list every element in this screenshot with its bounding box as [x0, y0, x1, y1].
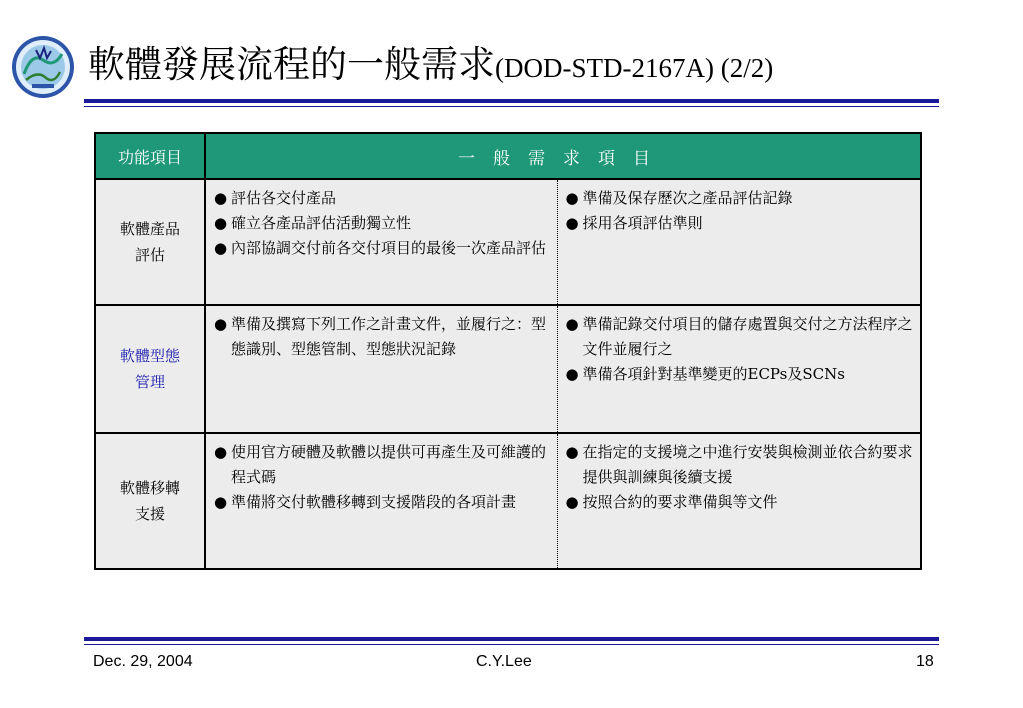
bullet-icon: ●: [565, 493, 579, 511]
list-item: ● 準備記錄交付項目的儲存處置與交付之方法程序之文件並履行之: [566, 312, 915, 362]
function-line: 支援: [134, 505, 165, 523]
list-item: ● 評估各交付產品: [214, 186, 551, 211]
function-line: 軟體移轉: [119, 479, 180, 497]
bullet-icon: ●: [565, 214, 579, 232]
footer-divider-thin: [84, 644, 939, 645]
footer-page-number: 18: [916, 653, 934, 670]
requirement-cell-left: [205, 433, 557, 569]
function-cell: [95, 305, 205, 433]
table-row: [95, 305, 921, 433]
header-requirements: 一般需求項目: [205, 133, 921, 179]
list-item: ● 按照合約的要求準備與等文件: [566, 490, 915, 515]
list-item: ● 確立各產品評估活動獨立性: [214, 211, 551, 236]
bullet-icon: ●: [214, 443, 228, 461]
list-item: ● 準備將交付軟體移轉到支援階段的各項計畫: [214, 490, 551, 515]
bullet-icon: ●: [214, 315, 228, 333]
function-cell: [95, 179, 205, 305]
requirement-cell-left: [205, 179, 557, 305]
requirement-cell-right: [557, 433, 921, 569]
footer-divider-thick: [84, 637, 939, 641]
bullet-icon: ●: [214, 189, 228, 207]
list-item: ● 準備及撰寫下列工作之計畫文件，並履行之：型態識別、型態管制、型態狀況記錄: [214, 312, 551, 362]
list-item: ● 準備各項針對基準變更的ECPs及SCNs: [566, 362, 915, 387]
function-line: 評估: [134, 246, 165, 264]
footer-author: C.Y.Lee: [476, 653, 532, 670]
footer-date: Dec. 29, 2004: [93, 653, 193, 670]
bullet-icon: ●: [565, 365, 579, 383]
bullet-icon: ●: [565, 443, 579, 461]
bullet-icon: ●: [214, 239, 228, 257]
title-divider-thick: [84, 99, 939, 103]
function-line: 軟體產品: [119, 220, 180, 238]
header-function: 功能項目: [95, 133, 205, 179]
bullet-icon: ●: [565, 315, 579, 333]
title-divider-thin: [84, 106, 939, 107]
list-item: ● 在指定的支援境之中進行安裝與檢測並依合約要求提供與訓練與後續支援: [566, 440, 915, 490]
requirement-cell-right: [557, 179, 921, 305]
requirement-cell-right: [557, 305, 921, 433]
table-row: [95, 433, 921, 569]
page-title-en: (DOD-STD-2167A) (2/2): [495, 53, 774, 83]
bullet-icon: ●: [214, 214, 228, 232]
table-row: [95, 179, 921, 305]
function-line: 軟體型態: [119, 347, 180, 365]
bullet-icon: ●: [565, 189, 579, 207]
function-line: 管理: [134, 373, 165, 391]
page-title: [88, 40, 773, 90]
list-item: ● 採用各項評估準則: [566, 211, 915, 236]
table-header-row: [95, 133, 921, 179]
university-seal-icon: [10, 32, 76, 102]
list-item: ● 內部協調交付前各交付項目的最後一次產品評估: [214, 236, 551, 261]
page-title-zh: 軟體發展流程的一般需求: [88, 43, 495, 86]
requirement-cell-left: [205, 305, 557, 433]
list-item: ● 準備及保存歷次之產品評估記錄: [566, 186, 915, 211]
bullet-icon: ●: [214, 493, 228, 511]
function-cell: [95, 433, 205, 569]
list-item: ● 使用官方硬體及軟體以提供可再產生及可維護的程式碼: [214, 440, 551, 490]
requirements-table: [94, 132, 922, 570]
